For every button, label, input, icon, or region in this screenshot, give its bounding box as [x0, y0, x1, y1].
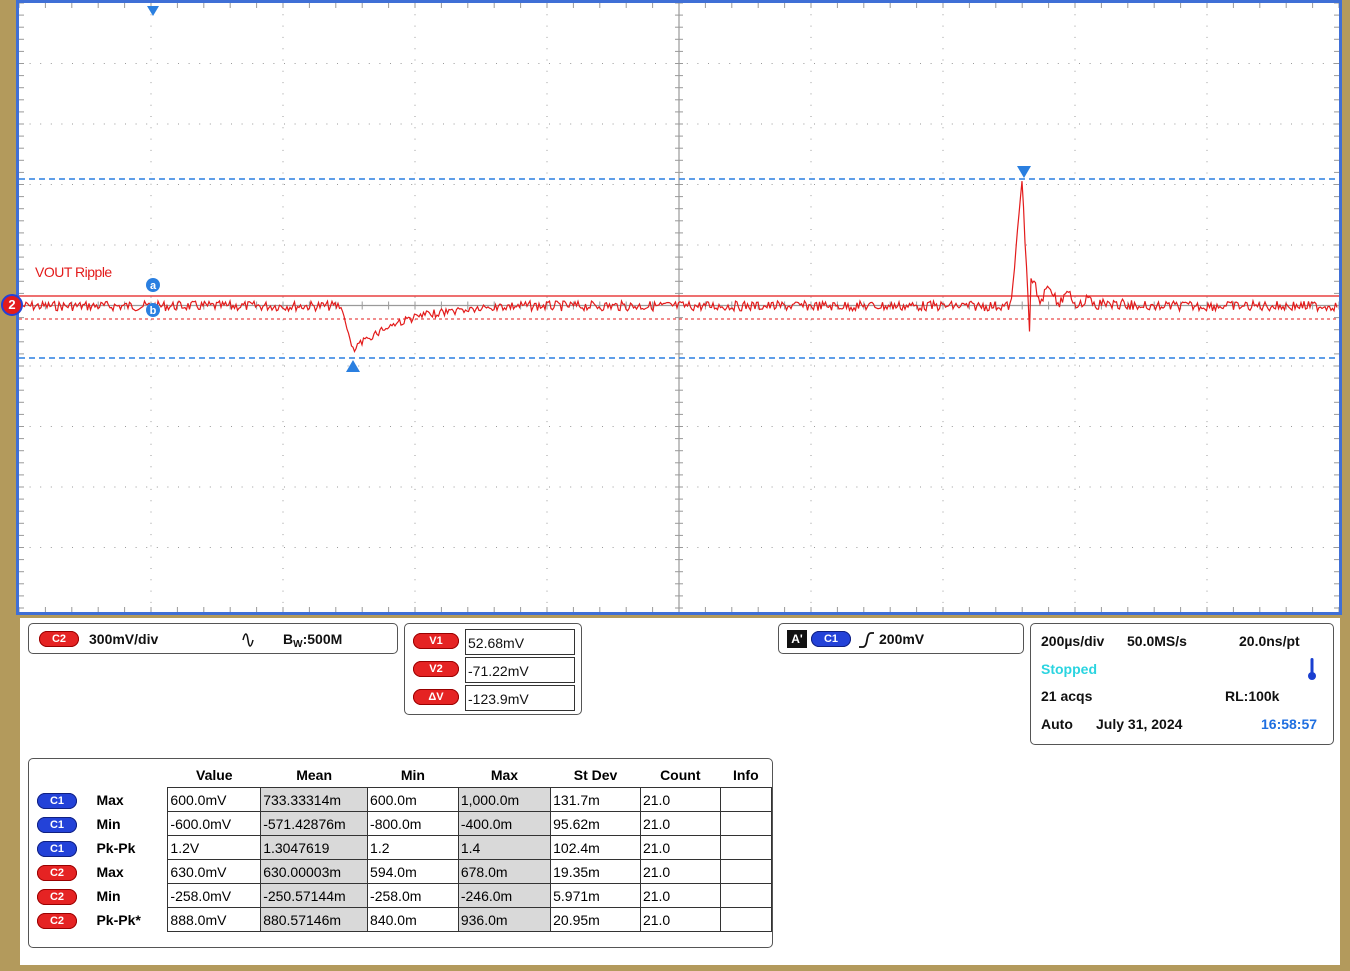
measurement-source-cell [29, 884, 88, 908]
measurement-count: 21.0 [640, 812, 720, 836]
measurement-min: 594.0m [368, 860, 459, 884]
trigger-mode: Auto [1041, 716, 1073, 732]
rising-edge-icon [857, 631, 875, 649]
measurement-min: -800.0m [368, 812, 459, 836]
measurement-row[interactable] [29, 836, 772, 860]
coupling-ac-icon [241, 631, 255, 649]
cursor-value: -71.22mV [465, 657, 575, 683]
cursor-readout[interactable] [404, 623, 582, 715]
cursor-b-label: b [149, 305, 157, 317]
trigger-settings[interactable] [778, 623, 1024, 654]
measurement-max: -400.0m [458, 812, 550, 836]
measurement-name: Max [96, 791, 124, 808]
column-header-mean[interactable]: Mean [296, 767, 332, 783]
timebase: 200µs/div [1041, 633, 1105, 649]
measurement-name: Pk-Pk [96, 839, 136, 856]
measurement-info [720, 788, 771, 812]
measurement-source-cell [29, 836, 88, 860]
measurement-stdev: 5.971m [551, 884, 641, 908]
waveform-graticule [19, 3, 1339, 612]
measurement-row[interactable] [29, 884, 772, 908]
measurement-value: 888.0mV [168, 908, 261, 932]
measurement-value: -258.0mV [168, 884, 261, 908]
thermometer-icon [1307, 657, 1317, 681]
measurement-info [720, 884, 771, 908]
channel-2-settings[interactable] [28, 623, 398, 654]
measurement-count: 21.0 [640, 908, 720, 932]
channel-2-marker-label: 2 [8, 297, 16, 312]
measurement-count: 21.0 [640, 860, 720, 884]
cursor-readout-row [413, 629, 577, 655]
measurement-min: 600.0m [368, 788, 459, 812]
measurement-source-badge: C1 [37, 841, 77, 857]
measurement-name: Pk-Pk* [96, 911, 141, 928]
vout-ripple-trace [23, 181, 1337, 351]
measurement-value: 600.0mV [168, 788, 261, 812]
measurement-row[interactable] [29, 812, 772, 836]
measurement-name: Max [96, 863, 124, 880]
cursor-tag-badge: V2 [413, 661, 459, 677]
measurements-panel[interactable] [28, 758, 773, 948]
measurement-source-badge: C2 [37, 889, 77, 905]
cursor-a-label: a [149, 280, 157, 292]
acquisition-date: July 31, 2024 [1096, 716, 1183, 732]
measurement-mean: 733.33314m [261, 788, 368, 812]
measurement-info [720, 860, 771, 884]
measurement-mean: -250.57144m [261, 884, 368, 908]
measurement-row[interactable] [29, 908, 772, 932]
measurement-min: 1.2 [368, 836, 459, 860]
measurement-source-cell [29, 860, 88, 884]
measurement-min: -258.0m [368, 884, 459, 908]
cursor-marker-top[interactable] [1017, 166, 1031, 178]
measurement-source-cell [29, 812, 88, 836]
measurement-name: Min [96, 887, 121, 904]
bandwidth-limit: $B_W:500M$ [283, 631, 343, 650]
measurement-value: 1.2V [168, 836, 261, 860]
column-header-info[interactable]: Info [732, 767, 759, 783]
waveform-display[interactable] [16, 0, 1342, 615]
cursor-tag-badge: V1 [413, 633, 459, 649]
header-spacer [88, 763, 167, 788]
cursor-readout-row [413, 657, 577, 683]
cursor-value: -123.9mV [465, 685, 575, 711]
measurement-source-badge: C1 [37, 793, 77, 809]
column-header-count[interactable]: Count [660, 767, 701, 783]
column-header-value[interactable]: Value [196, 767, 233, 783]
vertical-scale: 300mV/div [89, 631, 159, 647]
measurement-stdev: 131.7m [551, 788, 641, 812]
measurement-info [720, 812, 771, 836]
measurements-table [29, 763, 772, 932]
measurement-max: 678.0m [458, 860, 550, 884]
trigger-source-badge: C1 [811, 631, 851, 647]
measurement-stdev: 19.35m [551, 860, 641, 884]
measurement-source-badge: C2 [37, 913, 77, 929]
acquisition-status[interactable] [1030, 623, 1334, 745]
time-resolution: 20.0ns/pt [1239, 633, 1300, 649]
waveform-label: VOUT Ripple [35, 264, 112, 280]
measurement-max: 936.0m [458, 908, 550, 932]
channel-2-offset-marker[interactable] [1, 294, 23, 316]
column-header-max[interactable]: Max [490, 767, 519, 783]
measurement-count: 21.0 [640, 788, 720, 812]
measurement-info [720, 836, 771, 860]
measurement-mean: 880.57146m [261, 908, 368, 932]
measurement-min: 840.0m [368, 908, 459, 932]
cursor-tag-badge: ΔV [413, 689, 459, 705]
trigger-position-marker[interactable] [147, 6, 159, 16]
measurement-mean: 1.3047619 [261, 836, 368, 860]
trigger-a-badge: A' [787, 630, 807, 648]
measurement-count: 21.0 [640, 884, 720, 908]
measurement-value: 630.0mV [168, 860, 261, 884]
measurement-source-badge: C2 [37, 865, 77, 881]
acquisition-count: 21 acqs [1041, 688, 1093, 704]
measurement-count: 21.0 [640, 836, 720, 860]
column-header-st-dev[interactable]: St Dev [573, 767, 618, 783]
measurement-stdev: 20.95m [551, 908, 641, 932]
header-spacer [29, 763, 88, 788]
record-length: RL:100k [1225, 688, 1280, 704]
measurement-max: -246.0m [458, 884, 550, 908]
measurement-source-cell [29, 788, 88, 812]
measurement-mean: -571.42876m [261, 812, 368, 836]
cursor-readout-row [413, 685, 577, 711]
measurement-row[interactable] [29, 788, 772, 812]
measurement-stdev: 102.4m [551, 836, 641, 860]
measurement-max: 1.4 [458, 836, 550, 860]
measurement-info [720, 908, 771, 932]
measurement-value: -600.0mV [168, 812, 261, 836]
cursor-value: 52.68mV [465, 629, 575, 655]
readout-panel [20, 618, 1340, 965]
trigger-level: 200mV [879, 631, 925, 647]
measurement-stdev: 95.62m [551, 812, 641, 836]
measurement-row[interactable] [29, 860, 772, 884]
acquisition-state: Stopped [1041, 661, 1097, 677]
sample-rate: 50.0MS/s [1127, 633, 1187, 649]
acquisition-time: 16:58:57 [1261, 716, 1318, 732]
measurement-mean: 630.00003m [261, 860, 368, 884]
measurement-name: Min [96, 815, 121, 832]
measurement-max: 1,000.0m [458, 788, 550, 812]
channel-badge: C2 [39, 631, 79, 647]
column-header-min[interactable]: Min [400, 767, 425, 783]
measurement-source-cell [29, 908, 88, 932]
measurement-source-badge: C1 [37, 817, 77, 833]
